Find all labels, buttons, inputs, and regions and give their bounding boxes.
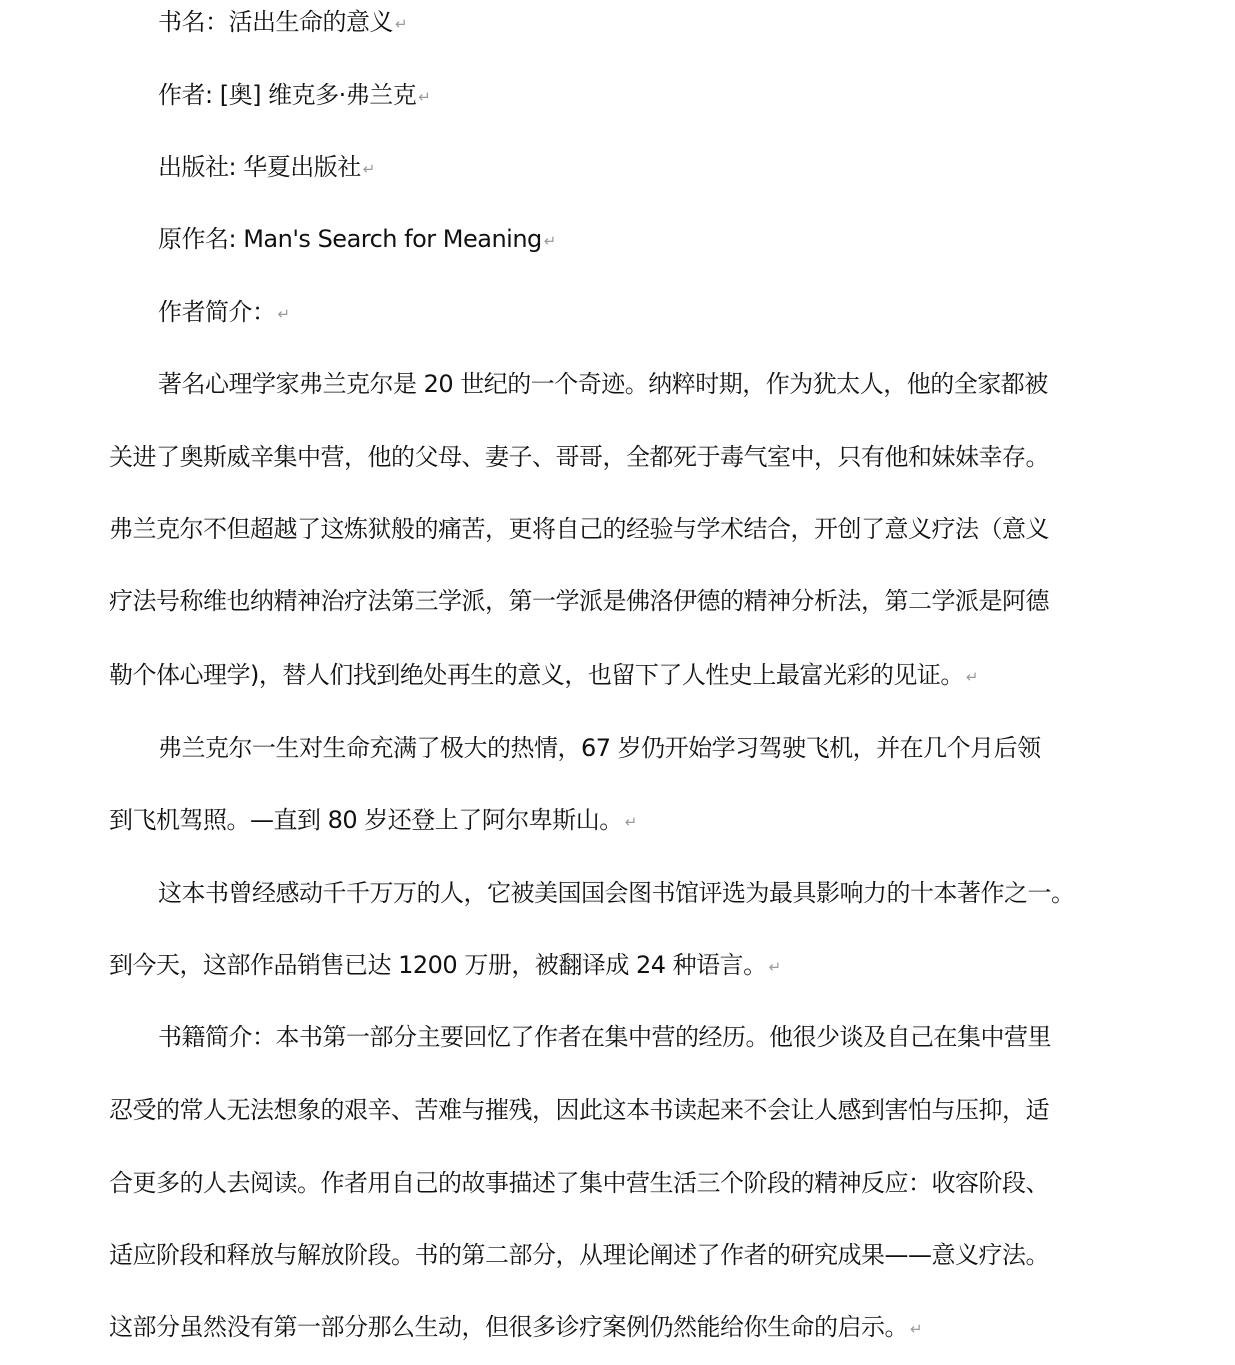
body-line <box>109 1171 1085 1195</box>
line-text: 合更多的人去阅读。作者用自己的故事描述了集中营生活三个阶段的精神反应：收容阶段、 <box>109 1169 1049 1197</box>
line-text: 作者: [奥] 维克多·弗兰克 <box>158 81 417 109</box>
paragraph-mark-icon: ↵ <box>965 668 979 686</box>
book-title-line <box>109 10 1085 34</box>
line-text: 弗兰克尔不但超越了这炼狱般的痛苦，更将自己的经验与学术结合，开创了意义疗法（意义 <box>109 515 1049 543</box>
body-line <box>109 372 1085 396</box>
author-intro-heading <box>109 300 1085 324</box>
paragraph-mark-icon: ↵ <box>277 305 291 323</box>
paragraph-mark-icon: ↵ <box>418 88 431 106</box>
line-text: 出版社: 华夏出版社 <box>158 153 361 181</box>
line-text: 适应阶段和释放与解放阶段。书的第二部分，从理论阐述了作者的研究成果——意义疗法。 <box>109 1241 1049 1269</box>
publisher-line <box>109 155 1085 179</box>
body-line <box>109 663 1085 687</box>
document-body <box>109 0 1085 1341</box>
book-intro-line <box>109 1025 1085 1049</box>
paragraph-mark-icon: ↵ <box>543 232 557 250</box>
line-text: 著名心理学家弗兰克尔是 20 世纪的一个奇迹。纳粹时期，作为犹太人，他的全家都被 <box>158 370 1048 398</box>
line-text: 书籍简介：本书第一部分主要回忆了作者在集中营的经历。他很少谈及自己在集中营里 <box>158 1023 1051 1051</box>
body-line <box>109 445 1085 469</box>
paragraph-mark-icon: ↵ <box>624 813 638 831</box>
paragraph-mark-icon: ↵ <box>910 1320 923 1338</box>
line-text: 关进了奥斯威辛集中营，他的父母、妻子、哥哥，全都死于毒气室中，只有他和妹妹幸存。 <box>109 443 1049 471</box>
line-text: 这部分虽然没有第一部分那么生动，但很多诊疗案例仍然能给你生命的启示。 <box>109 1313 908 1341</box>
body-line <box>109 1315 1085 1339</box>
paragraph-mark-icon: ↵ <box>362 160 376 178</box>
body-line <box>109 1243 1085 1267</box>
body-line <box>109 736 1085 760</box>
line-text: 原作名: Man's Search for Meaning <box>158 225 542 253</box>
line-text: 这本书曾经感动千千万万的人，它被美国国会图书馆评选为最具影响力的十本著作之一。 <box>158 879 1075 907</box>
body-line <box>109 881 1085 905</box>
paragraph-mark-icon: ↵ <box>395 15 408 33</box>
line-text: 忍受的常人无法想象的艰辛、苦难与摧残，因此这本书读起来不会让人感到害怕与压抑，适 <box>109 1096 1049 1124</box>
line-text: 书名：活出生命的意义 <box>158 8 393 36</box>
author-line <box>109 83 1085 107</box>
line-text: 到今天，这部作品销售已达 1200 万册，被翻译成 24 种语言。 <box>109 951 767 979</box>
body-line <box>109 808 1085 832</box>
original-title-line <box>109 227 1085 251</box>
line-text: 勒个体心理学)，替人们找到绝处再生的意义，也留下了人性史上最富光彩的见证。 <box>109 661 964 689</box>
line-text: 弗兰克尔一生对生命充满了极大的热情，67 岁仍开始学习驾驶飞机，并在几个月后领 <box>158 734 1041 762</box>
paragraph-mark-icon: ↵ <box>768 958 782 976</box>
body-line <box>109 953 1085 977</box>
line-text: 到飞机驾照。—直到 80 岁还登上了阿尔卑斯山。 <box>109 806 623 834</box>
body-line <box>109 1098 1085 1122</box>
body-line <box>109 589 1085 613</box>
line-text: 疗法号称维也纳精神治疗法第三学派，第一学派是佛洛伊德的精神分析法，第二学派是阿德 <box>109 587 1049 615</box>
body-line <box>109 517 1085 541</box>
line-text: 作者简介： <box>158 298 276 326</box>
